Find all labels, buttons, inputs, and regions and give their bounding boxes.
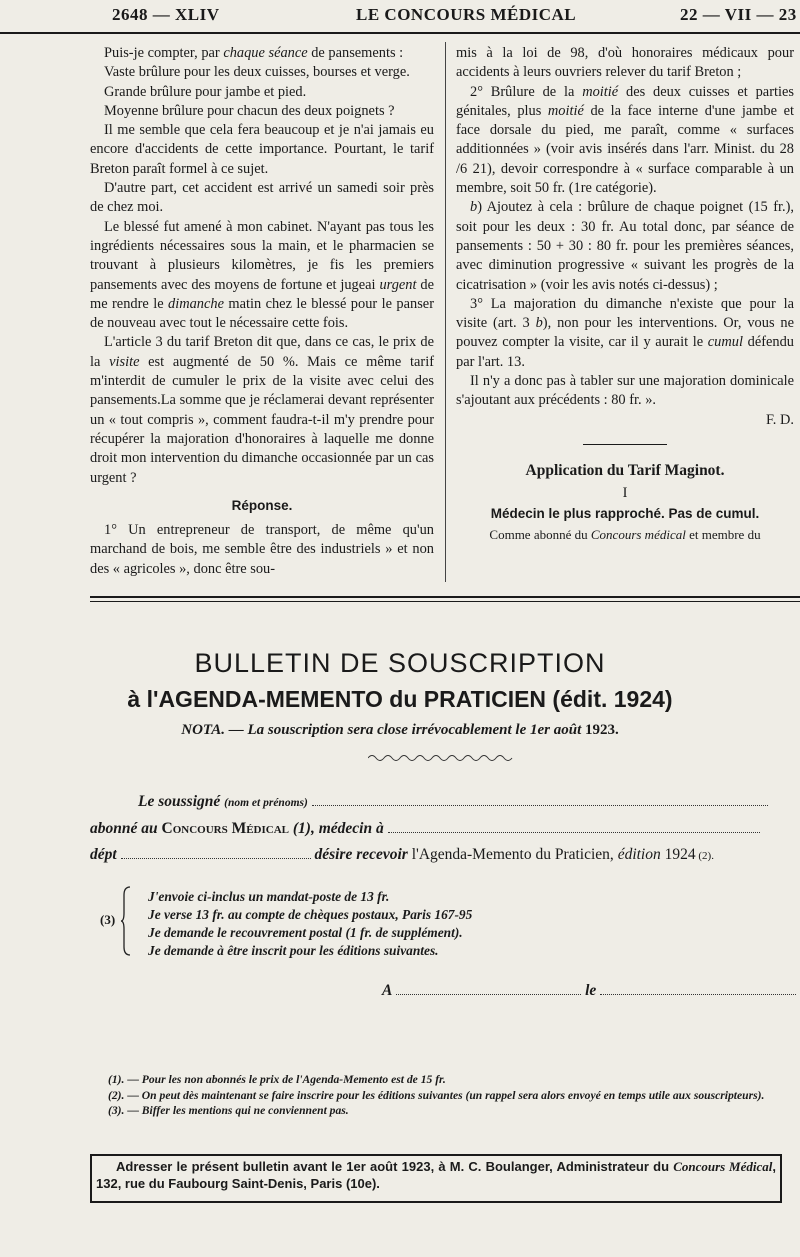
signature: F. D. — [765, 411, 794, 428]
paragraph: Le blessé fut amené à mon cabinet. N'ayant pas tous les ingrédients nécessaires sous la main, et le pharmacien se trouvant à plusieurs kilomètres, je fis les premiers pansements avec des moyens de fortune et jugeai urgent de me rendre le dimanche matin chez le blessé pour le panser de nouveau avec tout le nécessaire cette fois. — [90, 218, 434, 332]
page-header — [0, 0, 800, 30]
response-heading: Réponse. — [231, 497, 293, 513]
name-line — [0, 793, 800, 811]
options-mark: (3) — [100, 912, 116, 927]
label-nom-prenoms: (nom et prénoms) — [224, 797, 308, 809]
paragraph: D'autre part, cet accident est arrivé un samedi soir près de chez moi. — [90, 180, 434, 216]
subscriber-line — [0, 820, 800, 838]
column-divider — [445, 42, 446, 582]
bulletin-nota: NOTA. — La souscription sera close irrévocablement le 1er août 1923. — [181, 722, 619, 738]
paragraph: Il n'y a donc pas à tabler sur une majoration dominicale s'ajoutant aux précédents : 80 fr. ». — [456, 373, 794, 409]
issue-date: 22 — VII — 23 — [680, 5, 797, 24]
place-field[interactable] — [396, 994, 581, 995]
label-medecin: (1), médecin à — [289, 820, 384, 837]
label-abonne: abonné au — [90, 820, 162, 837]
paragraph: b) Ajoutez à cela : brûlure de chaque poignet (15 fr.), soit pour les deux : 30 fr. Au total donc, par séance de pansements : 50 + 30 : 80 fr. pour les premières séances, avec diminution progressive « suivant les progrès de la cicatrisation » (voir les avis notés ci-dessus) ; — [456, 199, 794, 293]
section-number: I — [622, 485, 628, 502]
footnote-2: (2). — On peut dès maintenant se faire inscrire pour les éditions suivantes (un rappel sera alors envoyé en temps utile aux souscripteurs). — [108, 1088, 765, 1102]
payment-options — [86, 888, 606, 960]
paragraph: Moyenne brûlure pour chacun des deux poignets ? — [104, 102, 395, 119]
separator-rule — [583, 444, 667, 445]
paragraph: 1° Un entrepreneur de transport, de même qu'un marchand de bois, me semble être des industriels » et non des « agricoles », donc être sou- — [90, 522, 434, 577]
paragraph: Puis-je compter, par chaque séance de pansements : — [104, 45, 404, 61]
page-number: 2648 — XLIV — [112, 5, 220, 24]
paragraph: Comme abonné du Concours médical et membre du — [489, 526, 761, 542]
date-field[interactable] — [600, 994, 796, 995]
label-place: A — [382, 982, 393, 999]
city-field[interactable] — [388, 832, 760, 833]
option-recouvrement[interactable]: Je demande le recouvrement postal (1 fr. de supplément). — [148, 925, 463, 940]
footnotes — [86, 1072, 792, 1119]
label-edition: édition — [617, 846, 661, 863]
label-soussigne: Le soussigné — [138, 793, 221, 810]
right-column — [456, 44, 794, 544]
bulletin-subtitle: à l'AGENDA-MEMENTO du PRATICIEN (édit. 1924) — [127, 686, 673, 712]
section-rule — [90, 596, 800, 598]
section-title: Application du Tarif Maginot. — [525, 461, 725, 479]
header-rule — [0, 32, 800, 34]
address-text: Adresser le présent bulletin avant le 1er août 1923, à M. C. Boulanger, Administrateur du Concours Médical, 132, rue du Faubourg Saint-Denis, Paris (10e). — [96, 1159, 776, 1191]
option-cheque[interactable]: Je verse 13 fr. au compte de chèques postaux, Paris 167-95 — [148, 907, 473, 922]
paragraph: Il me semble que cela fera beaucoup et je n'ai jamais eu encore d'accidents de cette importance. Pourtant, le tarif Breton paraît formel à ce sujet. — [90, 122, 434, 177]
label-agenda: l'Agenda-Memento du Praticien, — [411, 846, 618, 863]
label-date: le — [585, 982, 597, 999]
footnote-3: (3). — Biffer les mentions qui ne conviennent pas. — [108, 1104, 349, 1117]
label-year: 1924 — [660, 846, 696, 863]
section-rule — [90, 601, 800, 602]
section-subtitle: Médecin le plus rapproché. Pas de cumul. — [490, 505, 760, 521]
department-line — [0, 846, 800, 864]
paragraph: mis à la loi de 98, d'où honoraires médicaux pour accidents à leurs ouvriers relever du tarif Breton ; — [456, 45, 794, 81]
label-dept: dépt — [90, 846, 117, 863]
left-column — [90, 44, 434, 579]
option-editions[interactable]: Je demande à être inscrit pour les éditions suivantes. — [148, 943, 439, 958]
label-desire: désire recevoir — [314, 846, 412, 863]
paragraph: L'article 3 du tarif Breton dit que, dans ce cas, le prix de la visite est augmenté de 50 %. Mais ce même tarif m'interdit de cumuler le prix de la visite avec celui des pansements.La somme que je réclamerai devant représenter un « tout compris », comment faudra-t-il m'y prendre pour récupérer la majoration d'honoraires à laquelle me donne droit mon intervention du dimanche occasionnée par un cas urgent ? — [90, 334, 434, 486]
option-mandat[interactable]: J'envoie ci-inclus un mandat-poste de 13 fr. — [148, 889, 390, 904]
label-note-2: (2). — [695, 850, 714, 862]
paragraph: 2° Brûlure de la moitié des deux cuisses et parties génitales, plus moitié de la face interne d'une jambe et face dorsale du pied, me paraît, comme « surfaces additionnées » (voir avis insérés dans l'arr. Minist. du 28 /6 21), devoir correspondre à « surface comparable à un membre, soit 50 fr. (1re catégorie). — [456, 83, 794, 197]
ornament-divider — [368, 752, 513, 764]
journal-title: LE CONCOURS MÉDICAL — [356, 5, 577, 24]
paragraph: 3° La majoration du dimanche n'existe que pour la visite (art. 3 b), non pour les interventions. Or, vous ne pouvez compter la visite, car il y aurait le cumul défendu par l'art. 13. — [456, 295, 795, 370]
footnote-1: (1). — Pour les non abonnés le prix de l'Agenda-Memento est de 15 fr. — [108, 1073, 446, 1086]
label-concours: Concours Médical — [161, 820, 289, 837]
name-field[interactable] — [312, 805, 768, 806]
paragraph: Grande brûlure pour jambe et pied. — [104, 83, 307, 100]
bulletin-title: BULLETIN DE SOUSCRIPTION — [194, 648, 606, 678]
paragraph: Vaste brûlure pour les deux cuisses, bourses et verge. — [104, 64, 410, 81]
department-field[interactable] — [121, 858, 311, 859]
place-date-line — [0, 982, 800, 1000]
